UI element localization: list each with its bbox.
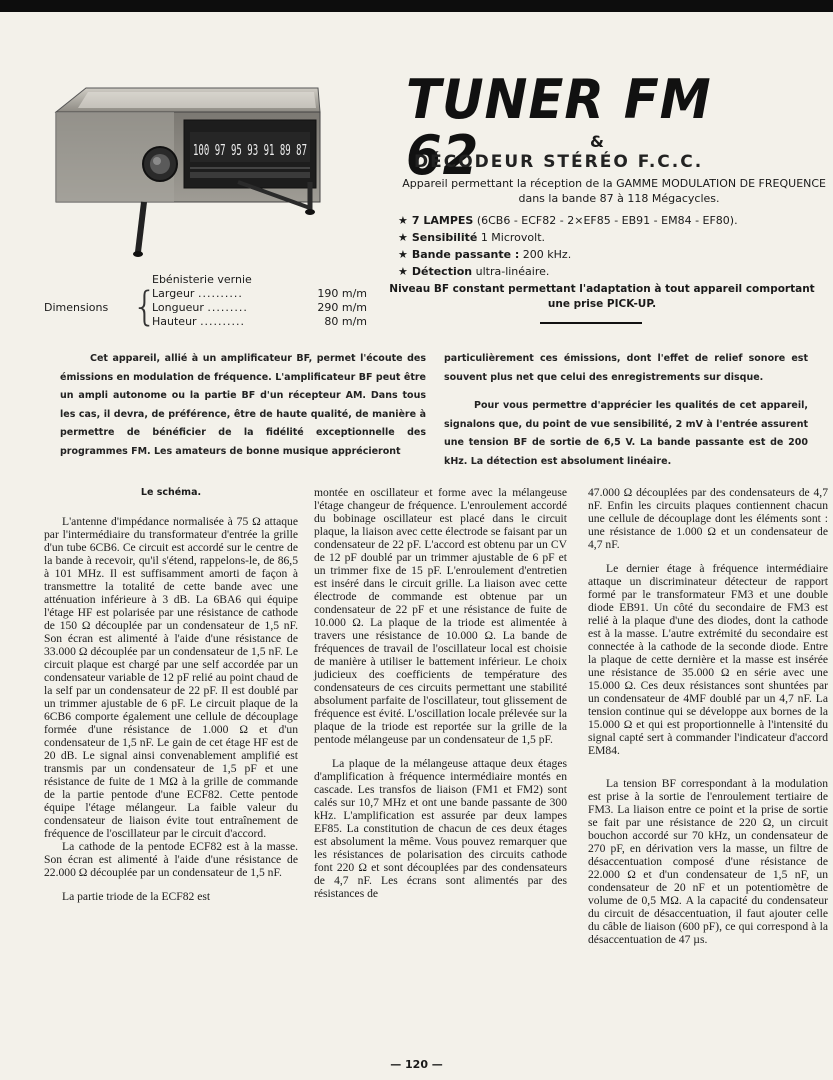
paragraph: La tension BF correspondant à la modulation est prise à la sortie de l'enroulement tertiaire de FM3. La liaison entre ce point et la prise de sortie se fait par une résistance de 220 Ω, un circuit bouchon accordé sur 70 kHz, un condensateur de 270 pF, en dérivation vers la masse, un filtre de désaccentuation composé d'une résistance de 22.000 Ω et d'un condensateur de 1,5 nF, un condensateur de 20 nF et un potentiomètre de volume de 0,5 MΩ. A la capacité du condensateur du circuit de désaccentuation, il faut ajouter celle du câble de liaison (600 pF), ce qui correspond à la désaccentuation de 47 µs. bbox=[588, 777, 828, 946]
dimension-row: Hauteur .......... 80 m/m bbox=[152, 315, 367, 328]
spec-item: ★ Détection ultra-linéaire. bbox=[398, 265, 550, 278]
dimension-row: Longueur ......... 290 m/m bbox=[152, 301, 367, 314]
page-number: — 120 — bbox=[390, 1058, 443, 1071]
brace-icon: { bbox=[132, 284, 158, 330]
body-column-1 bbox=[44, 486, 298, 903]
intro-column-2: particulièrement ces émissions, dont l'effet de relief sonore est souvent plus net que celui des enregistrements sur disque. Pour vous permettre d'apprécier les qualités de cet appareil, signalons que, du point de vue sensibilité, 2 mV à l'entrée assurent une tension BF de sortie de 6,5 V. La bande passante est de 200 kHz. La détection est absolument linéaire. bbox=[444, 353, 808, 467]
star-icon: ★ bbox=[398, 231, 408, 244]
product-description bbox=[372, 176, 826, 206]
intro-column-1: Cet appareil, allié à un amplificateur BF, permet l'écoute des émissions en modulation de fréquence. L'amplificateur BF peut être un ampli autonome ou la partie BF d'un récepteur AM. Dans tous les cas, il devra, de préférence, être de haute qualité, de manière à permettre de bénéficier de la fidélité exceptionnelle des programmes FM. Les amateurs de bonne musique apprécieront bbox=[60, 353, 426, 457]
description-line-2: dans la bande 87 à 118 Mégacycles. bbox=[518, 192, 720, 205]
body-column-3 bbox=[588, 486, 828, 946]
subtitle: DÉCODEUR STÉRÉO F.C.C. bbox=[414, 152, 704, 172]
spec-item: ★ Bande passante : 200 kHz. bbox=[398, 248, 572, 261]
description-line-1: Appareil permettant la réception de la GAMME MODULATION DE FREQUENCE bbox=[402, 177, 826, 190]
paragraph: La partie triode de la ECF82 est bbox=[62, 890, 211, 903]
spec-item: ★ Sensibilité 1 Microvolt. bbox=[398, 231, 546, 244]
paragraph: La plaque de la mélangeuse attaque deux étages d'amplification à fréquence intermédiaire montés en cascade. Les transfos de liaison (FM1 et FM2) sont calés sur 10,7 MHz et ont une bande passante de 300 kHz. L'amplification est assurée par deux lampes EF85. La constitution de chacun de ces deux étages est absolument la même. Vous pouvez remarquer que les résistances de polarisation des circuits cathode font 220 Ω et sont découplées par des condensateurs de 4,7 nF. Les écrans sont alimentés par des résistances de bbox=[314, 757, 567, 900]
niveau-note: Niveau BF constant permettant l'adaptation à tout appareil comportant une prise PICK-UP. bbox=[389, 283, 815, 310]
paragraph: 47.000 Ω découplées par des condensateurs de 4,7 nF. Enfin les circuits plaques contiennent chacun une cellule de découplage dont les éléments sont : une résistance de 1.000 Ω et un condensateur de 4,7 nF. bbox=[588, 486, 828, 551]
star-icon: ★ bbox=[398, 248, 408, 261]
star-icon: ★ bbox=[398, 214, 408, 227]
spec-list bbox=[398, 212, 828, 280]
paragraph: montée en oscillateur et forme avec la mélangeuse l'étage changeur de fréquence. L'enroulement accordé du bobinage oscillateur est placé dans le circuit plaque, la liaison avec cette électrode se faisant par un condensateur de 22 pF. L'accord est obtenu par un CV de 12 pF doublé par un trimmer ajustable de 6 pF et un trimmer fixe de 15 pF. L'enroulement d'entretien est inséré dans le circuit grille. La liaison avec cette électrode de commande est obtenue par un condensateur de 22 pF et une résistance de fuite de 10.000 Ω. La plaque de la triode est alimentée à travers une résistance de 10.000 Ω. La bande de fréquences de travail de l'oscillateur local est choisie de manière à utiliser le battement inférieur. Le choix judicieux des coefficients de température des condensateurs de ces circuits permettant une stabilité absolument parfaite de l'oscillateur, tout glissement de fréquence est évité. L'oscillation locale prélevée sur la plaque de la triode est reportée sur la grille de la pentode mélangeuse par un condensateur de 1,5 pF. bbox=[314, 486, 567, 746]
dimension-row: Largeur .......... 190 m/m bbox=[152, 287, 367, 300]
divider-rule bbox=[540, 322, 642, 324]
top-black-band bbox=[0, 0, 833, 12]
paragraph: La cathode de la pentode ECF82 est à la masse. Son écran est alimenté à l'aide d'une résistance de 22.000 Ω découplée par un condensateur de 1,5 nF. bbox=[44, 840, 298, 879]
paragraph: L'antenne d'impédance normalisée à 75 Ω attaque par l'intermédiaire du transformateur d'entrée la grille d'un tube 6CB6. Ce circuit est accordé sur le centre de la bande à recevoir, qu'il s'étend, rappelons-le, de 86,5 à 101 MHz. Il est suffisamment amorti de façon à transmettre la totalité de cette bande avec une atténuation inférieure à 3 dB. La 6BA6 qui équipe l'étage HF est polarisée par une résistance de cathode de 150 Ω découplée par un condensateur de 1,5 nF. Son écran est alimenté à l'aide d'une résistance de 33.000 Ω découplée par un condensateur de 1,5 nF. Le circuit plaque est chargé par une self accordée par un condensateur variable de 12 pF relié au point chaud de la self par un condensateur de 22 pF. Il est doublé par un trimmer ajustable de 6 pF. Le circuit plaque de la 6CB6 comporte également une cellule de découplage formée d'une résistance de 1.000 Ω et d'un condensateur de 1,5 nF. Le gain de cet étage HF est de 20 dB. Le signal ainsi convenablement amplifié est transmis par un condensateur de 1,5 pF et une résistance de fuite de 1 MΩ à la grille de commande de la partie pentode d'une ECF82. Cette pentode équipe l'étage mélangeur. La faible valeur du condensateur de liaison évite tout entraînement de fréquence de l'oscillateur par le circuit d'accord. bbox=[44, 515, 298, 840]
finish-label: Ebénisterie vernie bbox=[152, 273, 252, 286]
body-column-2 bbox=[314, 486, 567, 900]
paragraph: Le dernier étage à fréquence intermédiaire attaque un discriminateur détecteur de rapport formé par le transformateur FM3 et une double diode EB91. Un côté du secondaire de FM3 est relié à la plaque d'une des diodes, dont la cathode est à la masse. L'autre extrémité du secondaire est connectée à la cathode de la seconde diode. Entre la plaque de cette dernière et la masse est insérée une résistance de 35.000 Ω en série avec une 15.000 Ω. Ces deux résistances sont shuntées par un condensateur de 4MF doublé par un 4,7 nF. La tension continue qui se développe aux bornes de la 15.000 Ω et qui est proportionnelle à l'intensité du signal capté sert à commander l'indicateur d'accord EM84. bbox=[588, 562, 828, 757]
page-title: TUNER FM 62 bbox=[406, 68, 712, 187]
star-icon: ★ bbox=[398, 265, 408, 278]
dimensions-label: Dimensions bbox=[44, 301, 109, 314]
ampersand: & bbox=[590, 132, 604, 151]
section-heading: Le schéma. bbox=[140, 487, 202, 498]
dial-scale: 100 97 95 93 91 89 87 bbox=[193, 141, 307, 159]
tuner-photo bbox=[48, 82, 333, 262]
spec-item: ★ 7 LAMPES (6CB6 - ECF82 - 2×EF85 - EB91 - EM84 - EF80). bbox=[398, 214, 738, 227]
